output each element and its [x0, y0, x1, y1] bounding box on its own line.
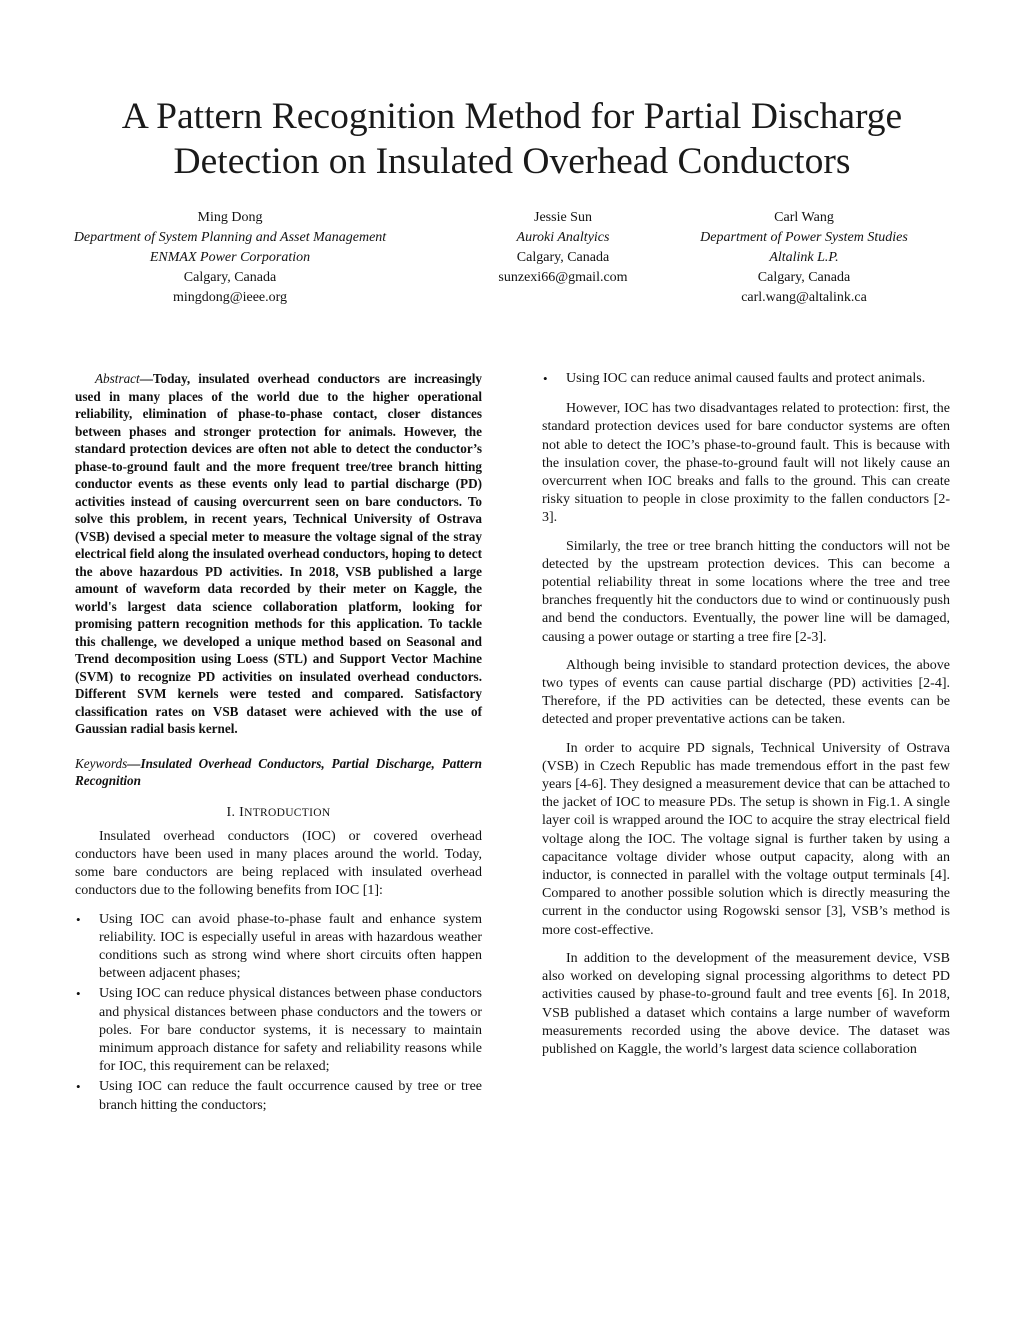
author-department: Department of Power System Studies: [700, 230, 908, 245]
list-item: [75, 911, 482, 984]
benefits-list: [75, 911, 482, 1115]
author-email[interactable]: sunzexi66@gmail.com: [498, 270, 628, 285]
list-item: [75, 1078, 482, 1114]
author-name: Ming Dong: [197, 210, 263, 225]
author-city: Calgary, Canada: [757, 270, 851, 285]
list-item-text: Using IOC can reduce the fault occurrence caused by tree or tree branch hitting the conductors;: [99, 1079, 482, 1113]
title-line-2: Detection on Insulated Overhead Conductors: [173, 141, 851, 182]
abstract-dash: —: [139, 371, 153, 386]
author-email[interactable]: mingdong@ieee.org: [172, 290, 288, 305]
abstract: [75, 370, 482, 738]
benefits-list-continued: [542, 370, 950, 388]
author-block-1: [72, 208, 388, 308]
bullet-icon: •: [76, 986, 81, 1002]
paper-title: [40, 94, 984, 184]
bullet-icon: •: [76, 1079, 81, 1095]
bullet-icon: •: [76, 911, 81, 927]
author-block-3: [690, 208, 918, 308]
author-email[interactable]: carl.wang@altalink.ca: [741, 290, 867, 305]
keywords-label: Keywords: [75, 755, 128, 771]
abstract-label: Abstract: [95, 371, 140, 386]
author-city: Calgary, Canada: [183, 270, 277, 285]
keywords-text: Insulated Overhead Conductors, Partial Discharge, Pattern Recognition: [75, 755, 482, 788]
section-title-initial: I: [239, 804, 245, 820]
list-item-text: Using IOC can reduce physical distances between phase conductors and physical distances between phase conductors and the towers or poles. For bare conductor systems, it is necessary to maintain minimum approach distance for safety and reliability reasons while for IOC, this requirement can be relaxed;: [99, 986, 482, 1075]
author-city: Calgary, Canada: [516, 250, 610, 265]
abstract-text: Today, insulated overhead conductors are increasingly used in many places of the world due to the higher operational reliability, elimination of phase-to-phase contact, closer distances between phases and stronger protection for animals. However, the standard protection devices are often not able to detect the conductor’s phase-to-ground fault and the more frequent tree/tree branch hitting conductor events as these events only lead to partial discharge (PD) activities instead of causing overcurrent seen on bare conductors. To solve this problem, in recent years, Technical University of Ostrava (VSB) devised a special meter to measure the voltage signal of the stray electrical field along the insulated overhead conductors, hoping to detect the above hazardous PD activities. In 2018, VSB published a large amount of waveform data recorded by their meter on Kaggle, the world's largest data science collaboration platform, looking for promising pattern recognition methods for this application. To tackle this challenge, we developed a unique method based on Seasonal and Trend decomposition using Loess (STL) and Support Vector Machine (SVM) to recognize PD activities on insulated overhead conductors. Different SVM kernels were tested and compared. Satisfactory classification rates on VSB dataset were achieved with the use of Gaussian radial basis kernel.: [75, 371, 482, 736]
author-organization: ENMAX Power Corporation: [149, 250, 311, 265]
list-item-text: Using IOC can reduce animal caused faults and protect animals.: [566, 371, 926, 386]
author-department: Auroki Analtyics: [516, 230, 610, 245]
author-organization: Altalink L.P.: [769, 250, 839, 265]
list-item-text: Using IOC can avoid phase-to-phase fault and enhance system reliability. IOC is especially useful in areas with hazardous weather conditions such as strong wind where short circuits often happen between adjacent phases;: [99, 911, 482, 982]
section-title-rest: NTRODUCTION: [244, 806, 331, 819]
author-name: Carl Wang: [774, 210, 834, 225]
body-paragraph: In addition to the development of the measurement device, VSB also worked on developing signal processing algorithms to detect PD activities caused by phase-to-ground fault and tree events [6]. In 2018, VSB published a dataset which contains a large number of waveform measurements recorded using the above device. The dataset was published on Kaggle, the world’s largest data science collaboration: [542, 950, 950, 1057]
intro-paragraph: Insulated overhead conductors (IOC) or covered overhead conductors have been used in many places around the world. Today, some bare conductors are being replaced with insulated overhead conductors due to the following benefits from IOC [1]:: [75, 828, 482, 899]
list-item: [75, 985, 482, 1076]
right-column: [542, 370, 950, 1069]
body-paragraph: Similarly, the tree or tree branch hitting the conductors will not be detected by the upstream protection devices. This can become a potential reliability threat in some locations where the tree and tree branches frequently hit the conductors due to wind or continuously push and bend the conductors. Eventually, the power line will be damaged, causing a power outage or starting a tree fire [2-3].: [542, 538, 950, 645]
keywords-dash: —: [127, 755, 141, 771]
body-paragraph: However, IOC has two disadvantages related to protection: first, the standard protection devices used for bare conductor systems are often not able to detect the IOC’s phase-to-ground fault. This is because with the insulation cover, the phase-to-ground fault will not likely cause an overcurrent when IOC breaks and falls to the ground. This can create risky situation to people in close proximity to the fallen conductors [2-3].: [542, 401, 950, 526]
section-number: I.: [226, 804, 236, 820]
author-name: Jessie Sun: [534, 210, 592, 225]
body-paragraph: In order to acquire PD signals, Technical University of Ostrava (VSB) in Czech Republic has made tremendous effort in the past few years [4-6]. They designed a measurement device that can be attached to the jacket of IOC to measure PDs. The setup is shown in Fig.1. A single layer coil is wrapped around the IOC to acquire the stray electrical field voltage along the IOC. The voltage signal is further taken by using a capacitance voltage divider whose output capacity, along with an inductor, is connected in parallel with the voltage output terminals [4]. Compared to another possible solution which is directly measuring the current in the conductor using Rogowski sensor [3], VSB’s method is more cost-effective.: [542, 740, 950, 938]
left-column: [75, 370, 482, 1125]
keywords: [75, 755, 482, 790]
title-line-1: A Pattern Recognition Method for Partial Discharge: [121, 96, 903, 137]
author-block-2: [482, 208, 644, 288]
author-department: Department of System Planning and Asset Management: [73, 230, 387, 245]
body-paragraph: Although being invisible to standard protection devices, the above two types of events can cause partial discharge (PD) activities [2-4]. Therefore, if the PD activities can be detected, these events can be detected and proper preventative actions can be taken.: [542, 657, 950, 728]
bullet-icon: •: [543, 371, 548, 386]
list-item: [542, 370, 950, 388]
section-heading-introduction: [75, 804, 482, 822]
